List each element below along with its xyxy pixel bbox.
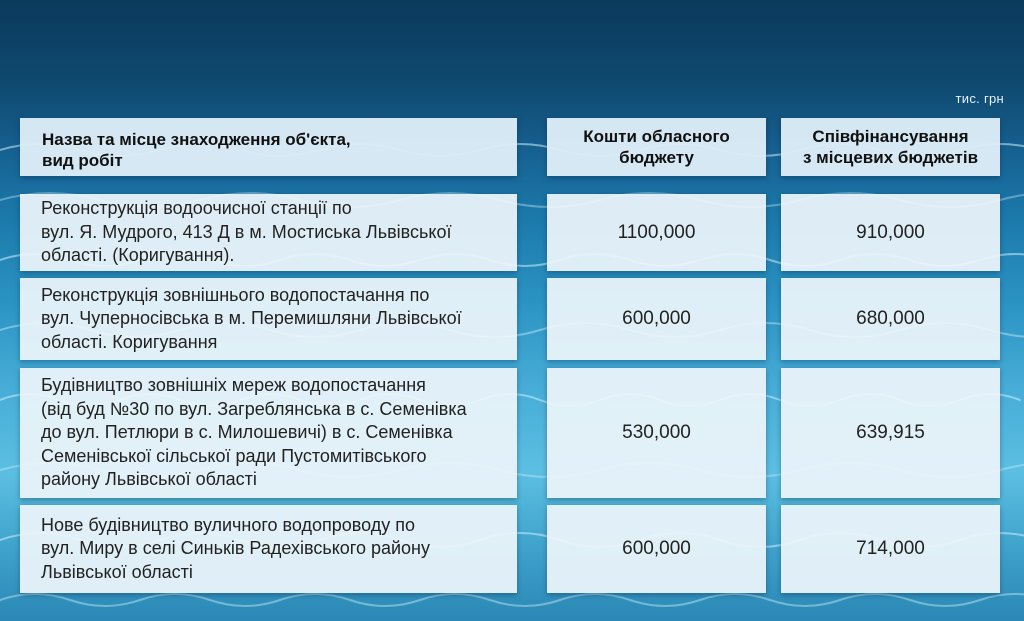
- header-name-text: Назва та місце знаходження об'єкта, вид робіт: [42, 130, 351, 170]
- table-row-3-regional: [547, 368, 766, 498]
- header-regional-budget: [547, 118, 766, 176]
- row-4-name-text: Нове будівництво вуличного водопроводу по вул. Миру в селі Синьків Радехівського району Львівської області: [41, 514, 430, 582]
- row-1-regional-value: 1100,000: [617, 221, 696, 243]
- table-row-2-name: [20, 278, 517, 360]
- units-label: тис. грн: [955, 91, 1004, 106]
- row-3-local-value: 639,915: [856, 422, 925, 444]
- table-row-3-name: [20, 368, 517, 498]
- table-row-4-local: [781, 505, 1000, 593]
- row-1-local-value: 910,000: [856, 221, 925, 243]
- table-row-4-name: [20, 505, 517, 593]
- table-row-2-local: [781, 278, 1000, 360]
- row-3-name-text: Будівництво зовнішніх мереж водопостачання (від буд №30 по вул. Загреблянська в с. Семенівка до вул. Петлюри в с. Милошевичі) в с. Семенівка Семенівської сільської ради Пустомитівського району Львівської області: [41, 375, 467, 490]
- table-row-3-local: [781, 368, 1000, 498]
- table-row-4-regional: [547, 505, 766, 593]
- header-regional-text: Кошти обласного бюджету: [583, 127, 730, 167]
- row-2-name-text: Реконструкція зовнішнього водопостачання по вул. Чуперносівська в м. Перемишляни Львівської області. Коригування: [41, 284, 462, 352]
- row-2-local-value: 680,000: [856, 308, 925, 330]
- table-row-2-regional: [547, 278, 766, 360]
- row-2-regional-value: 600,000: [622, 308, 691, 330]
- row-4-regional-value: 600,000: [622, 538, 691, 560]
- header-local-text: Співфінансування з місцевих бюджетів: [802, 127, 979, 167]
- table-row-1-regional: [547, 194, 766, 271]
- header-name: [20, 118, 517, 176]
- table-row-1-local: [781, 194, 1000, 271]
- row-4-local-value: 714,000: [856, 538, 925, 560]
- header-local-cofinancing: [781, 118, 1000, 176]
- row-1-name-text: Реконструкція водоочисної станції по вул. Я. Мудрого, 413 Д в м. Мостиська Львівської області. (Коригування).: [41, 198, 452, 266]
- row-3-regional-value: 530,000: [622, 422, 691, 444]
- table-row-1-name: [20, 194, 517, 271]
